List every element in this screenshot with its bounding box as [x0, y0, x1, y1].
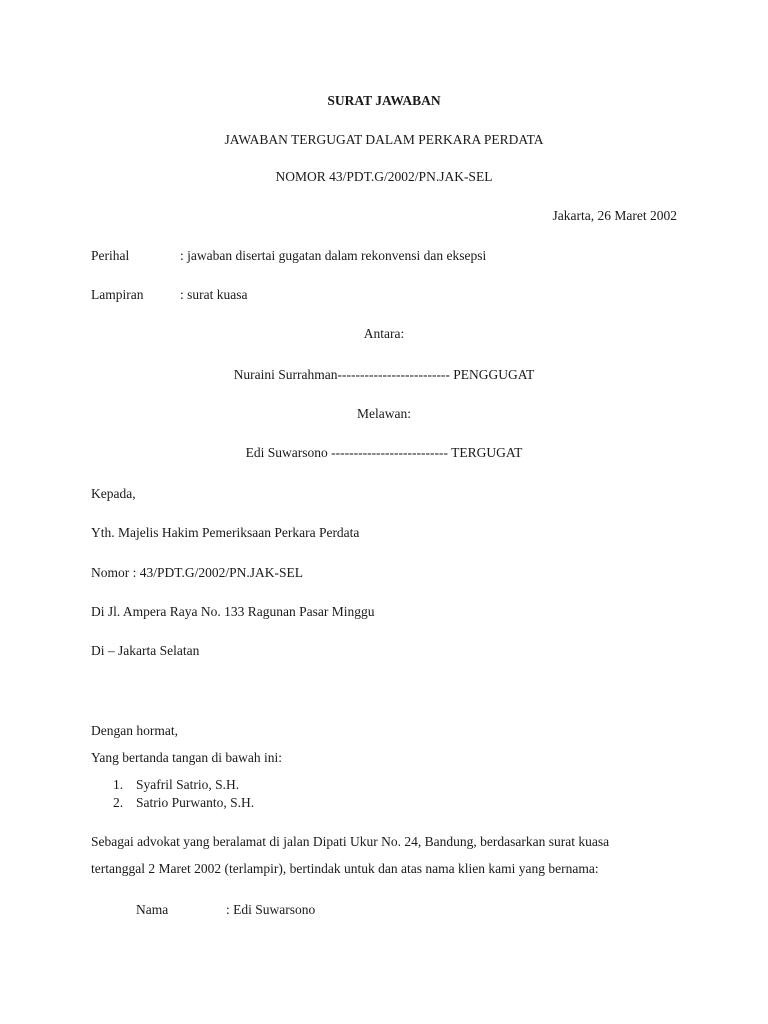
list-item-name: Syafril Satrio, S.H. — [136, 777, 240, 792]
defendant-line: Edi Suwarsono -------------------------- TERGUGAT — [245, 445, 523, 460]
paragraph-line-1: Sebagai advokat yang beralamat di jalan Dipati Ukur No. 24, Bandung, berdasarkan surat kuasa — [91, 834, 610, 849]
recipient-address: Di Jl. Ampera Raya No. 133 Ragunan Pasar Minggu — [91, 604, 375, 619]
intro-line: Yang bertanda tangan di bawah ini: — [91, 750, 282, 765]
perihal-row — [91, 247, 486, 265]
antara-label: Antara: — [363, 326, 405, 341]
kepada-label: Kepada, — [91, 486, 136, 501]
client-name-value: : Edi Suwarsono — [226, 902, 316, 917]
recipient-yth: Yth. Majelis Hakim Pemeriksaan Perkara Perdata — [91, 525, 360, 540]
perihal-label: Perihal — [91, 248, 130, 263]
lampiran-value: : surat kuasa — [180, 287, 248, 302]
list-item-name: Satrio Purwanto, S.H. — [136, 795, 255, 810]
list-item-number: 1. — [113, 777, 124, 792]
plaintiff-line: Nuraini Surrahman------------------------- PENGGUGAT — [233, 367, 535, 382]
paragraph-line-2: tertanggal 2 Maret 2002 (terlampir), bertindak untuk dan atas nama klien kami yang bernama: — [91, 861, 599, 876]
date-line: Jakarta, 26 Maret 2002 — [552, 208, 677, 223]
recipient-city: Di – Jakarta Selatan — [91, 643, 200, 658]
greeting: Dengan hormat, — [91, 723, 178, 738]
list-item-number: 2. — [113, 795, 124, 810]
client-name-label: Nama — [136, 902, 169, 917]
document-subtitle: JAWABAN TERGUGAT DALAM PERKARA PERDATA — [224, 132, 544, 147]
lampiran-row — [91, 286, 247, 304]
melawan-label: Melawan: — [357, 406, 411, 421]
perihal-value: : jawaban disertai gugatan dalam rekonvensi dan eksepsi — [180, 248, 487, 263]
lampiran-label: Lampiran — [91, 287, 144, 302]
recipient-nomor: Nomor : 43/PDT.G/2002/PN.JAK-SEL — [91, 565, 304, 580]
case-number: NOMOR 43/PDT.G/2002/PN.JAK-SEL — [275, 169, 493, 184]
document-title: SURAT JAWABAN — [327, 93, 441, 108]
